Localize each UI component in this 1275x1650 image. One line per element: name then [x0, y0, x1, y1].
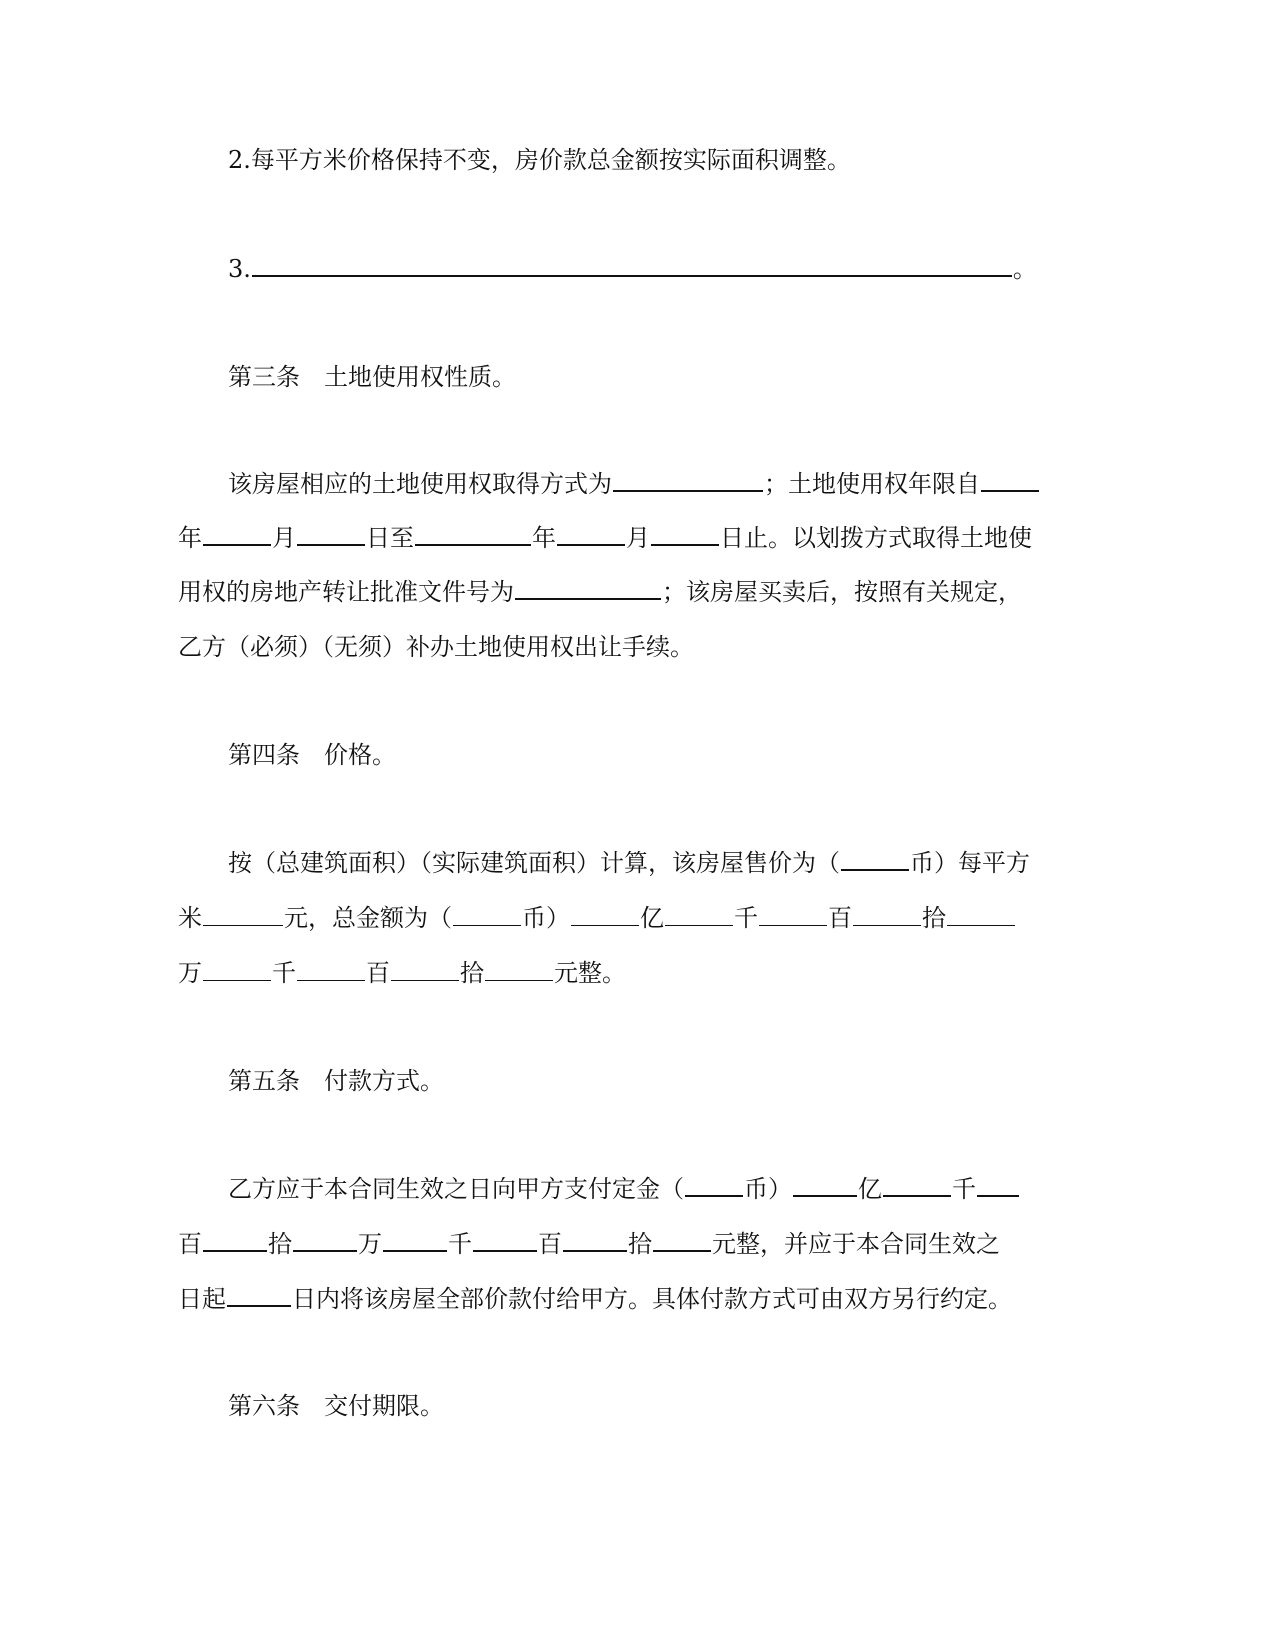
blank-field[interactable] — [685, 1173, 743, 1197]
article-5-line-2 — [178, 1227, 1000, 1261]
text: 拾 — [628, 1230, 652, 1258]
text: 日止。以划拨方式取得土地使 — [720, 524, 1032, 552]
blank-field[interactable] — [977, 1173, 1019, 1197]
blank-field[interactable] — [947, 903, 1015, 926]
text: 该房屋相应的土地使用权取得方式为 — [228, 470, 612, 498]
article-3-heading — [228, 360, 516, 394]
text: 万 — [358, 1230, 382, 1258]
blank-field[interactable] — [883, 1173, 951, 1197]
blank-field[interactable] — [293, 1228, 357, 1252]
item-3-prefix: 3. — [228, 255, 251, 283]
text: 日内将该房屋全部价款付给甲方。具体付款方式可由双方另行约定。 — [292, 1285, 1012, 1313]
text: 百 — [366, 959, 390, 987]
text: 拾 — [268, 1230, 292, 1258]
text: 元整。 — [554, 959, 626, 987]
text: 币） — [522, 904, 570, 932]
blank-field[interactable] — [453, 903, 521, 926]
blank-field[interactable] — [203, 903, 283, 926]
text: 百 — [828, 904, 852, 932]
blank-field[interactable] — [653, 1228, 711, 1252]
blank-field[interactable] — [415, 522, 531, 546]
text: 万 — [178, 959, 202, 987]
article-3-line-2 — [178, 521, 1032, 555]
text: 千 — [734, 904, 758, 932]
text: 拾 — [922, 904, 946, 932]
blank-field[interactable] — [665, 903, 733, 926]
article-4-line-3 — [178, 956, 626, 990]
blank-field[interactable] — [613, 468, 763, 492]
text: ；该房屋买卖后，按照有关规定， — [662, 578, 1022, 606]
blank-field[interactable] — [227, 1283, 291, 1307]
article-3-line-3 — [178, 575, 1022, 609]
heading-text: 第三条 土地使用权性质。 — [228, 363, 516, 391]
text: 千 — [272, 959, 296, 987]
blank-field[interactable] — [203, 1228, 267, 1252]
blank-field[interactable] — [297, 958, 365, 981]
article-3-line-1 — [228, 467, 1040, 501]
blank-field[interactable] — [383, 1228, 447, 1252]
article-5-heading — [228, 1064, 444, 1098]
text: 千 — [952, 1175, 976, 1203]
text: 年 — [532, 524, 556, 552]
heading-text: 第六条 交付期限。 — [228, 1392, 444, 1420]
item-2-text: 2.每平方米价格保持不变，房价款总金额按实际面积调整。 — [228, 146, 851, 174]
blank-field[interactable] — [841, 847, 909, 871]
text: 月 — [626, 524, 650, 552]
blank-field[interactable] — [252, 253, 1012, 277]
blank-field[interactable] — [557, 522, 625, 546]
text: 元，总金额为（ — [284, 904, 452, 932]
blank-field[interactable] — [297, 522, 365, 546]
text: 米 — [178, 904, 202, 932]
blank-field[interactable] — [571, 903, 639, 926]
text: 日至 — [366, 524, 414, 552]
text: 乙方（必须）（无须）补办土地使用权出让手续。 — [178, 633, 694, 661]
blank-field[interactable] — [203, 958, 271, 981]
paragraph-item-3 — [228, 252, 1037, 286]
text: 月 — [272, 524, 296, 552]
text: 币） — [744, 1175, 792, 1203]
article-3-line-4 — [178, 630, 694, 664]
article-5-line-1 — [228, 1172, 1020, 1206]
blank-field[interactable] — [203, 522, 271, 546]
blank-field[interactable] — [651, 522, 719, 546]
blank-field[interactable] — [391, 958, 459, 981]
text: 元整，并应于本合同生效之 — [712, 1230, 1000, 1258]
article-4-heading — [228, 738, 396, 772]
text: 千 — [448, 1230, 472, 1258]
text: 用权的房地产转让批准文件号为 — [178, 578, 514, 606]
heading-text: 第五条 付款方式。 — [228, 1067, 444, 1095]
article-6-heading — [228, 1389, 444, 1423]
text: 拾 — [460, 959, 484, 987]
blank-field[interactable] — [759, 903, 827, 926]
blank-field[interactable] — [981, 468, 1039, 492]
text: 按（总建筑面积）（实际建筑面积）计算，该房屋售价为（ — [228, 849, 840, 877]
blank-field[interactable] — [515, 576, 661, 600]
blank-field[interactable] — [563, 1228, 627, 1252]
text: 亿 — [858, 1175, 882, 1203]
text: 百 — [178, 1230, 202, 1258]
text: 币）每平方 — [910, 849, 1030, 877]
text: 年 — [178, 524, 202, 552]
heading-text: 第四条 价格。 — [228, 741, 396, 769]
text: 亿 — [640, 904, 664, 932]
article-4-line-2 — [178, 901, 1016, 935]
paragraph-item-2 — [228, 143, 851, 177]
blank-field[interactable] — [473, 1228, 537, 1252]
article-4-line-1 — [228, 846, 1030, 880]
item-3-suffix: 。 — [1012, 255, 1037, 283]
text: 乙方应于本合同生效之日向甲方支付定金（ — [228, 1175, 684, 1203]
blank-field[interactable] — [793, 1173, 857, 1197]
article-5-line-3 — [178, 1282, 1012, 1316]
blank-field[interactable] — [485, 958, 553, 981]
text: 百 — [538, 1230, 562, 1258]
blank-field[interactable] — [853, 903, 921, 926]
text: 日起 — [178, 1285, 226, 1313]
text: ；土地使用权年限自 — [764, 470, 980, 498]
